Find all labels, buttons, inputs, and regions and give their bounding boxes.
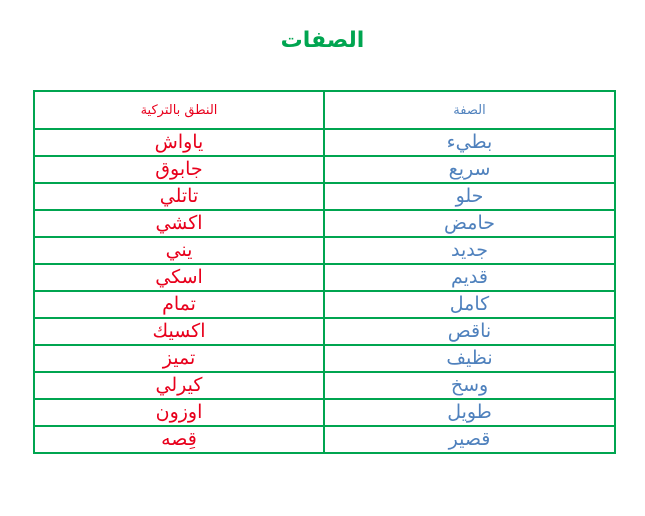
adjective-cell: ناقص xyxy=(324,318,615,345)
pronunciation-cell: كيرلي xyxy=(34,372,324,399)
pronunciation-cell: اوزون xyxy=(34,399,324,426)
adjective-cell: طويل xyxy=(324,399,615,426)
adjective-cell: وسخ xyxy=(324,372,615,399)
adjective-cell: قصير xyxy=(324,426,615,453)
table-row xyxy=(34,426,615,453)
pronunciation-cell: اسكي xyxy=(34,264,324,291)
adjective-cell: حلو xyxy=(324,183,615,210)
table-row xyxy=(34,372,615,399)
table-row xyxy=(34,318,615,345)
table-header-row xyxy=(34,91,615,129)
pronunciation-cell: ياواش xyxy=(34,129,324,156)
table-row xyxy=(34,156,615,183)
pronunciation-cell: تمام xyxy=(34,291,324,318)
adjective-cell: سريع xyxy=(324,156,615,183)
vocabulary-table xyxy=(33,90,616,454)
pronunciation-cell: اكشي xyxy=(34,210,324,237)
header-adjective: الصفة xyxy=(324,91,615,129)
adjective-cell: حامض xyxy=(324,210,615,237)
table-row xyxy=(34,210,615,237)
table-row xyxy=(34,345,615,372)
pronunciation-cell: يني xyxy=(34,237,324,264)
table-row xyxy=(34,399,615,426)
page-title: الصفات xyxy=(280,28,365,53)
table-row xyxy=(34,129,615,156)
table-row xyxy=(34,264,615,291)
adjective-cell: نظيف xyxy=(324,345,615,372)
pronunciation-cell: تاتلي xyxy=(34,183,324,210)
pronunciation-cell: تميز xyxy=(34,345,324,372)
pronunciation-cell: اكسيك xyxy=(34,318,324,345)
table-row xyxy=(34,237,615,264)
table-row xyxy=(34,291,615,318)
adjective-cell: قديم xyxy=(324,264,615,291)
adjective-cell: كامل xyxy=(324,291,615,318)
adjective-cell: بطيء xyxy=(324,129,615,156)
table-row xyxy=(34,183,615,210)
header-pronunciation: النطق بالتركية xyxy=(34,91,324,129)
adjective-cell: جديد xyxy=(324,237,615,264)
pronunciation-cell: جابوق xyxy=(34,156,324,183)
pronunciation-cell: قِصه xyxy=(34,426,324,453)
